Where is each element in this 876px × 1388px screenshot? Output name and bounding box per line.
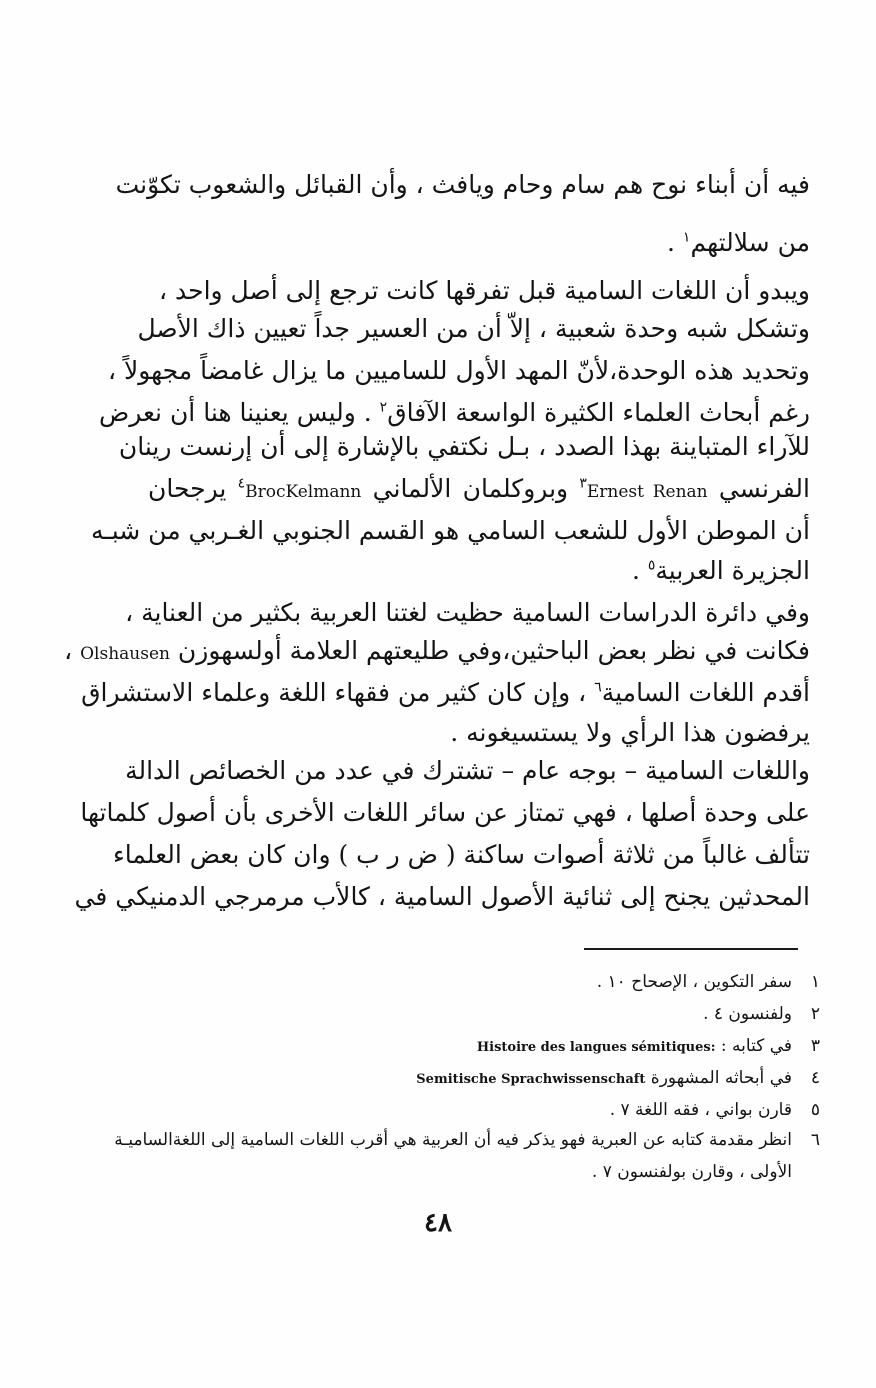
footnote-number: ٦ [810, 1130, 820, 1150]
footnote-ref-6[interactable]: ٦ [594, 679, 602, 696]
footnote-number: ٢ [810, 1004, 820, 1024]
latin-name-olshausen: Olshausen [80, 644, 170, 664]
footnote-ref-4[interactable]: ٤ [237, 475, 246, 492]
footnote-6-continuation: الأولى ، وقارن بولفنسون ٧ . [591, 1162, 792, 1182]
footnote-latin-title: Histoire des langues sémitiques: [476, 1040, 716, 1055]
page-number: ٤٨ [424, 1208, 452, 1238]
body-line-4: وتشكل شبه وحدة شعبية ، إلاّ أن من العسير جداً تعيين ذاك الأصل [137, 314, 810, 343]
footnote-latin-title: Semitische Sprachwissenschaft [416, 1072, 646, 1087]
body-line-13: أقدم اللغات السامية$^٦$ ، وإن كان كثير من فقهاء اللغة وعلماء الاستشراق [81, 678, 810, 707]
footnote-ref-5[interactable]: ٥ [647, 557, 656, 574]
body-line-11: وفي دائرة الدراسات السامية حظيت لغتنا العربية بكثير من العناية ، [125, 598, 810, 627]
body-line-2: من سلالتهم$^١$ . [667, 228, 810, 257]
footnote-number: ٣ [810, 1036, 820, 1056]
footnote-4: ٤في أبحاثه المشهورة Semitische Sprachwissenschaft [130, 1064, 820, 1092]
footnote-number: ٤ [810, 1068, 820, 1088]
footnote-number: ١ [810, 972, 820, 992]
footnote-number: ٥ [810, 1100, 820, 1120]
body-line-15: واللغات السامية – بوجه عام – تشترك في عدد من الخصائص الدالة [125, 756, 810, 785]
body-line-5: وتحديد هذه الوحدة،لأنّ المهد الأول للساميين ما يزال غامضاً مجهولاً ، [107, 356, 810, 385]
footnote-5: ٥قارن بواني ، فقه اللغة ٧ . [130, 1096, 820, 1124]
body-line-17: تتألف غالباً من ثلاثة أصوات ساكنة ( ض ر ب ) وان كان بعض العلماء [113, 840, 810, 869]
latin-name-brockelmann: BrocKelmann [245, 482, 362, 502]
body-line-9: أن الموطن الأول للشعب السامي هو القسم الجنوبي الغـربي من شبـه [91, 516, 810, 545]
footnote-1: ١سفر التكوين ، الإصحاح ١٠ . [130, 968, 820, 996]
body-line-8: الفرنسي Ernest Renan$^٣$ وبروكلمان الألماني BrocKelmann$^٤$ يرجحان [148, 474, 810, 503]
body-line-16: على وحدة أصلها ، فهي تمتاز عن سائر اللغات الأخرى بأن أصول كلماتها [80, 798, 810, 827]
footnote-ref-2[interactable]: ٢ [379, 399, 388, 416]
body-line-3: ويبدو أن اللغات السامية قبل تفرقها كانت ترجع إلى أصل واحد ، [159, 276, 810, 305]
body-line-6: رغم أبحاث العلماء الكثيرة الواسعة الآفاق$^٢$ . وليس يعنينا هنا أن نعرض [98, 398, 810, 427]
body-line-10: الجزيرة العربية$^٥$ . [631, 556, 810, 585]
body-line-12: فكانت في نظر بعض الباحثين،وفي طليعتهم العلامة أولسهوزن Olshausen ، [64, 636, 810, 665]
body-line-14: يرفضون هذا الرأي ولا يستسيغونه . [450, 718, 810, 747]
footnote-3: ٣في كتابه : Histoire des langues sémitiques: [130, 1032, 820, 1060]
body-line-18: المحدثين يجنح إلى ثنائية الأصول السامية ، كالأب مرمرجي الدمنيكي في [74, 882, 810, 911]
body-line-7: للآراء المتباينة بهذا الصدد ، بـل نكتفي بالإشارة إلى أن إرنست رينان [118, 432, 810, 461]
footnote-ref-3[interactable]: ٣ [579, 475, 587, 492]
body-line-1: فيه أن أبناء نوح هم سام وحام ويافث ، وأن القبائل والشعوب تكوّنت [115, 170, 810, 199]
footnote-separator [584, 948, 798, 950]
footnote-ref-1[interactable]: ١ [682, 229, 691, 246]
latin-name-renan: Ernest Renan [586, 482, 708, 502]
footnote-2: ٢ولفنسون ٤ . [130, 1000, 820, 1028]
footnote-6: ٦انظر مقدمة كتابه عن العبرية فهو يذكر فيه أن العربية هي أقرب اللغات السامية إلى اللغةالساميـة [130, 1126, 820, 1154]
